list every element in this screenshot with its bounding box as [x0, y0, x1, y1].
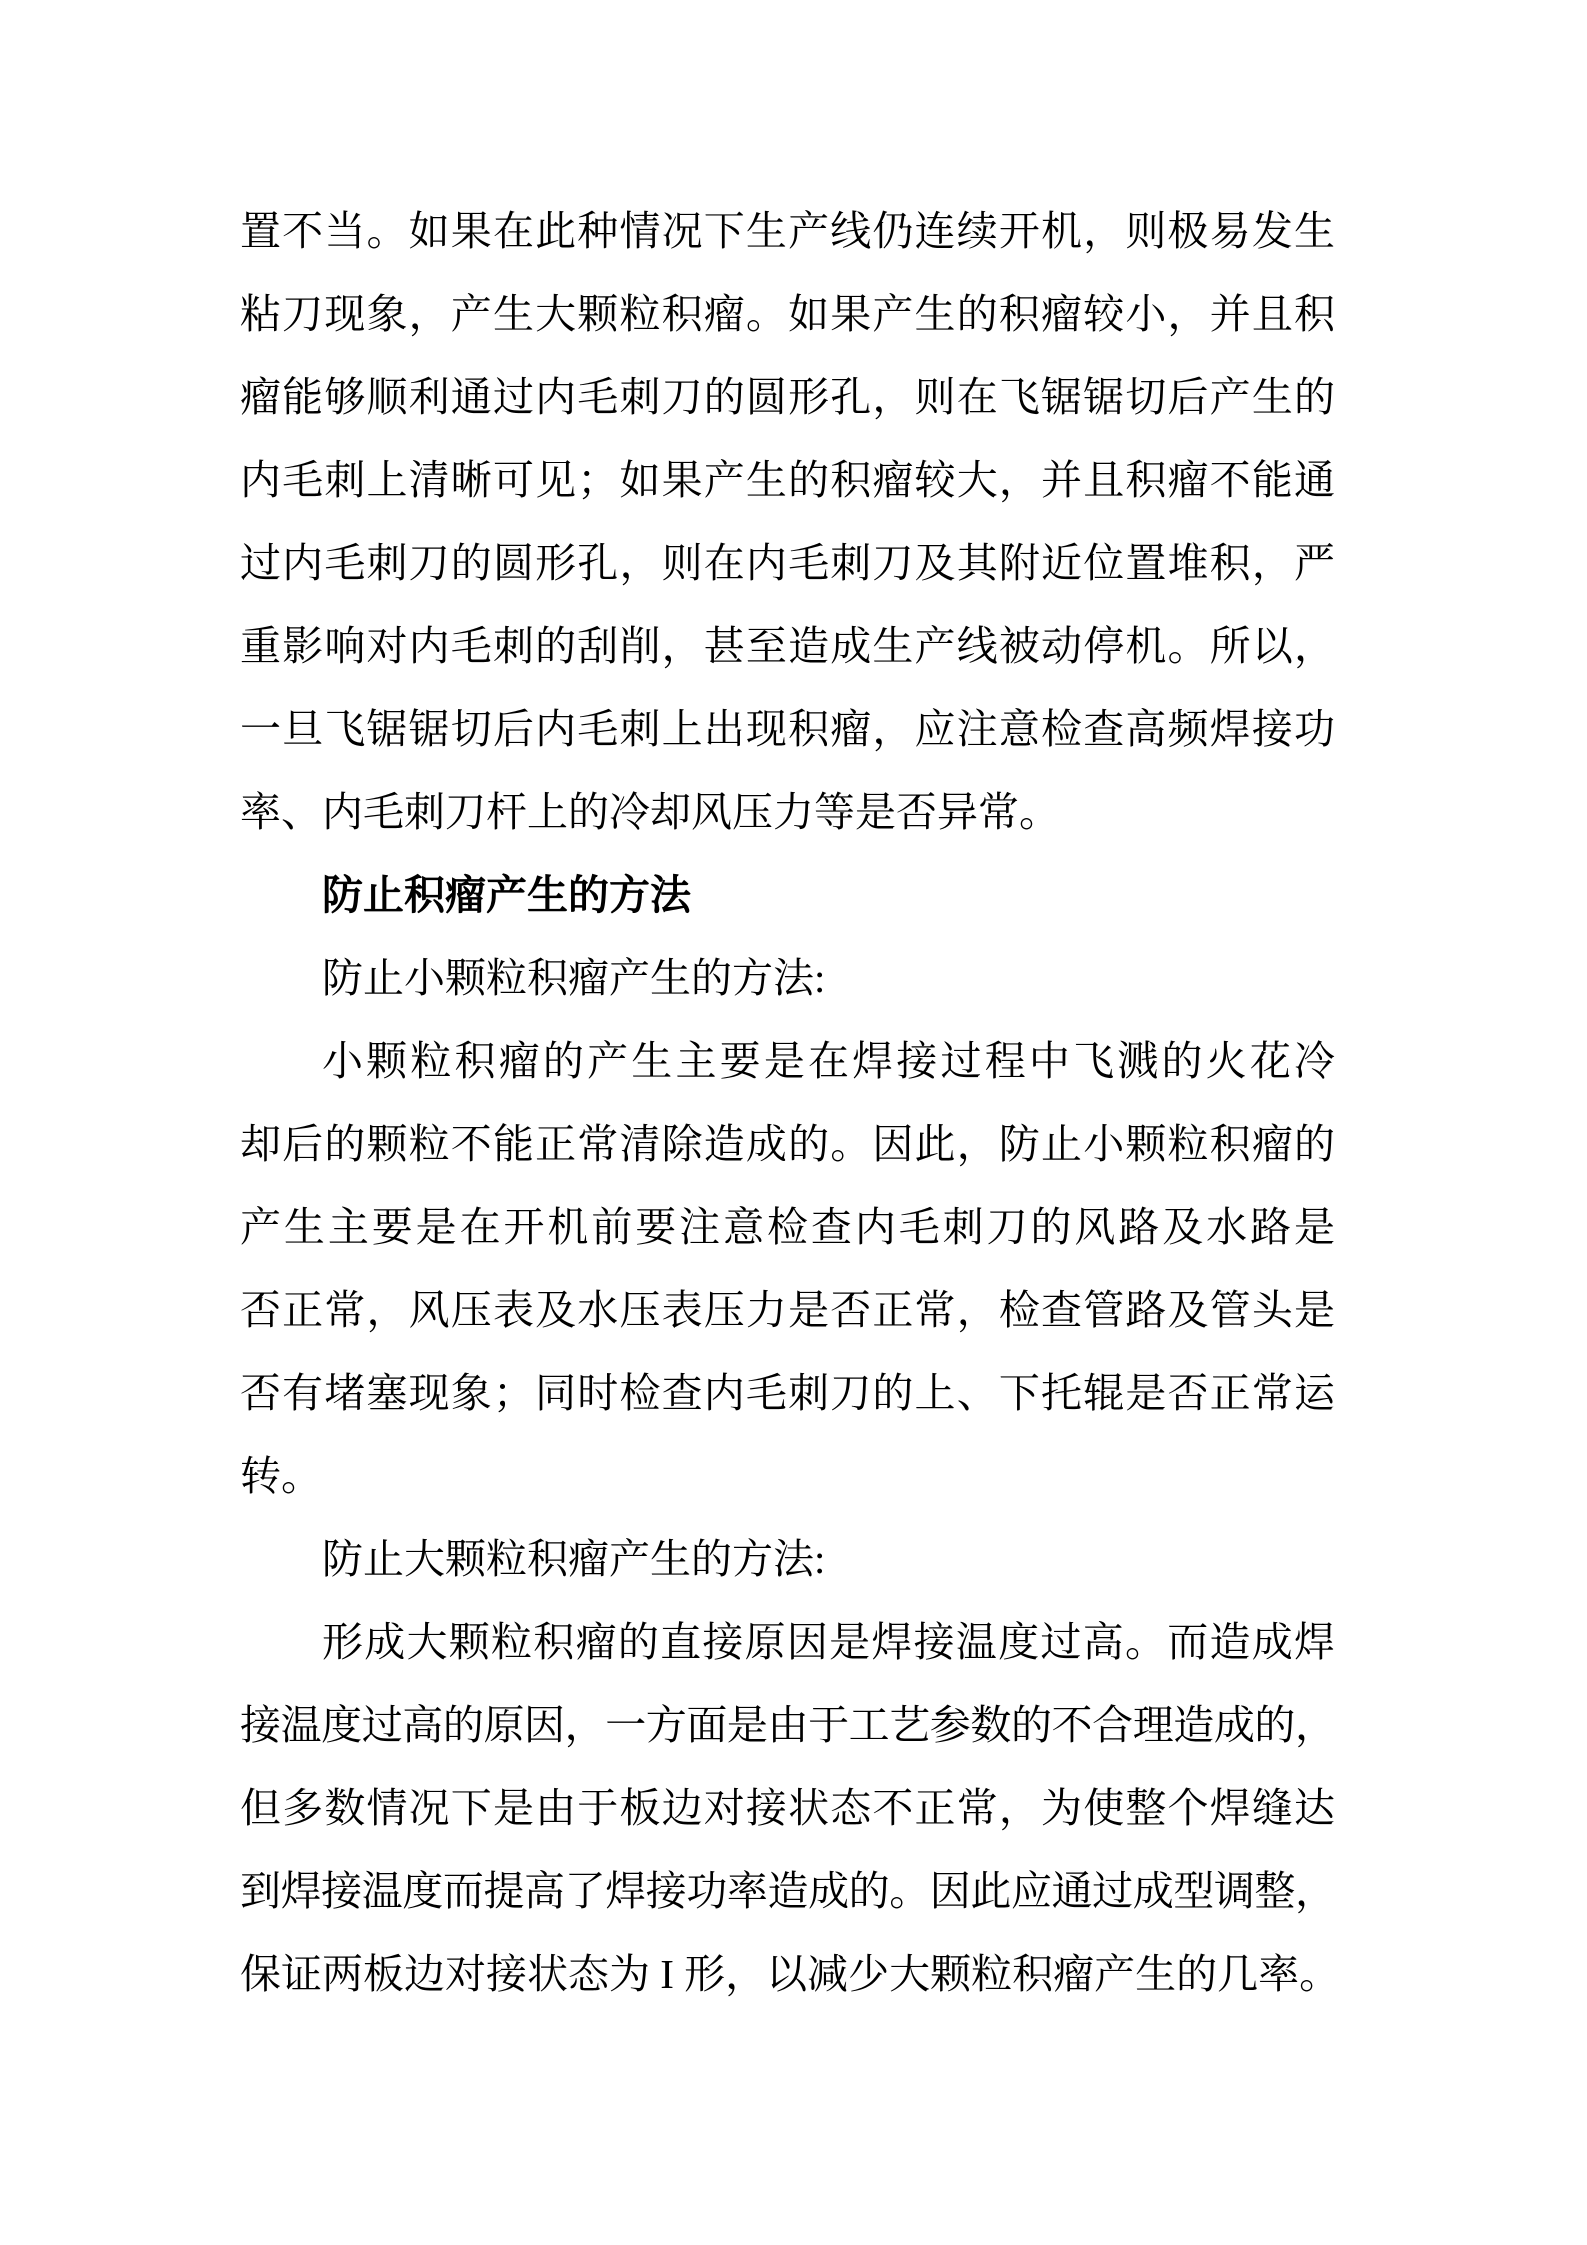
text-line: 保证两板边对接状态为 I 形，以减少大颗粒积瘤产生的几率。	[240, 1951, 1341, 1997]
text-line: 率、内毛刺刀杆上的冷却风压力等是否异常。	[240, 789, 1060, 835]
text-line: 内毛刺上清晰可见；如果产生的积瘤较大，并且积瘤不能通	[240, 457, 1335, 503]
text-line: 粘刀现象，产生大颗粒积瘤。如果产生的积瘤较小，并且积	[240, 291, 1335, 337]
text-line: 置不当。如果在此种情况下生产线仍连续开机，则极易发生	[240, 208, 1335, 254]
text-line: 产生主要是在开机前要注意检查内毛刺刀的风路及水路是	[240, 1204, 1335, 1250]
text-line: 防止小颗粒积瘤产生的方法:	[322, 955, 826, 1001]
text-line: 但多数情况下是由于板边对接状态不正常，为使整个焊缝达	[240, 1785, 1335, 1831]
text-line: 否正常，风压表及水压表压力是否正常，检查管路及管头是	[240, 1287, 1335, 1333]
text-line: 一旦飞锯锯切后内毛刺上出现积瘤，应注意检查高频焊接功	[240, 706, 1335, 752]
text-line: 重影响对内毛刺的刮削，甚至造成生产线被动停机。所以，	[240, 623, 1335, 669]
text-line: 瘤能够顺利通过内毛刺刀的圆形孔，则在飞锯锯切后产生的	[240, 374, 1335, 420]
text-line: 小颗粒积瘤的产生主要是在焊接过程中飞溅的火花冷	[322, 1038, 1335, 1084]
text-line: 否有堵塞现象；同时检查内毛刺刀的上、下托辊是否正常运	[240, 1370, 1335, 1416]
section-heading: 防止积瘤产生的方法	[322, 872, 691, 918]
text-line: 转。	[240, 1453, 322, 1499]
document-body	[240, 190, 1341, 2016]
text-line: 接温度过高的原因，一方面是由于工艺参数的不合理造成的，	[240, 1702, 1335, 1748]
text-line: 过内毛刺刀的圆形孔，则在内毛刺刀及其附近位置堆积，严	[240, 540, 1335, 586]
text-line: 形成大颗粒积瘤的直接原因是焊接温度过高。而造成焊	[322, 1619, 1335, 1665]
text-line: 防止大颗粒积瘤产生的方法:	[322, 1536, 826, 1582]
text-line: 却后的颗粒不能正常清除造成的。因此，防止小颗粒积瘤的	[240, 1121, 1335, 1167]
text-line: 到焊接温度而提高了焊接功率造成的。因此应通过成型调整，	[240, 1868, 1335, 1914]
